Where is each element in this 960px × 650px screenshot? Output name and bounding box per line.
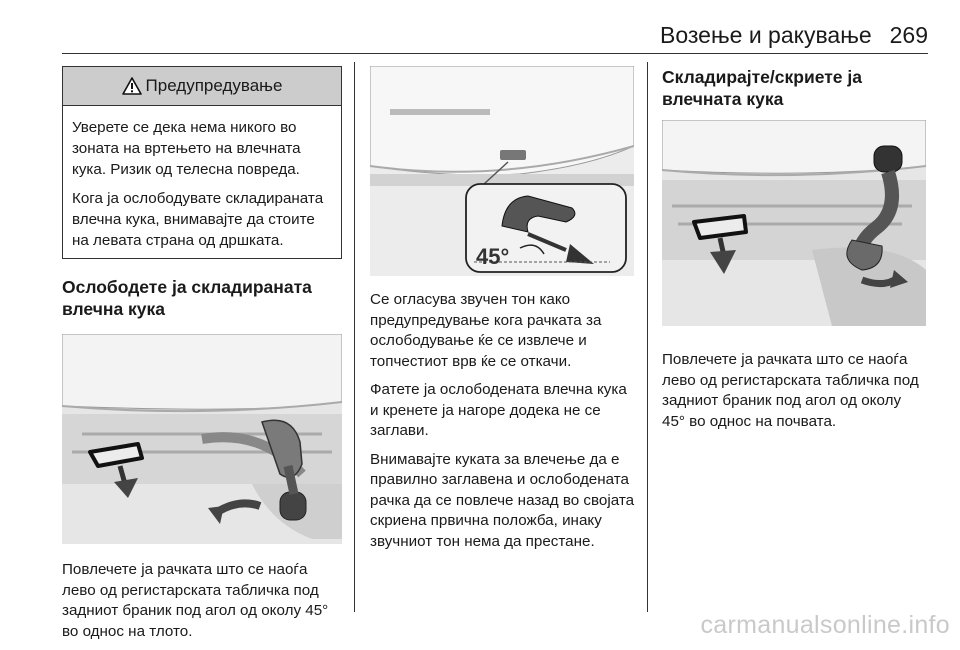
column-1 (62, 66, 342, 650)
towbar-release-illustration (62, 334, 342, 544)
warning-box (62, 66, 342, 259)
section-heading-release: Ослободете ја складираната влечна кука (62, 277, 312, 319)
caption-store: Повлечете ја рачката што се наоѓа лево од регистарската табличка под задниот браник под агол од околу 45° во однос на почвата. (662, 351, 919, 430)
release-handle-45-illustration (370, 66, 634, 276)
section-heading-store: Складирајте/скриете ја влечната кука (662, 67, 862, 109)
column-2 (370, 66, 638, 560)
column-3 (662, 66, 928, 440)
column-divider-2 (647, 62, 648, 612)
body-paragraph: Фатете ја ослободената влечна кука и кренете ја нагоре додека не се заглави. (370, 381, 627, 439)
body-paragraph: Се огласува звучен тон како предупредување кога рачката за ослободување ќе се извлече и топчестиот врв ќе се откачи. (370, 291, 602, 370)
warning-title: Предупредување (145, 76, 283, 95)
running-header-title: Возење и ракување (660, 22, 872, 48)
warning-paragraph: Кога ја ослободувате складираната влечна кука, внимавајте да стоите на левата страна од дршката. (72, 190, 324, 249)
caption-release: Повлечете ја рачката што се наоѓа лево од регистарската табличка под задниот браник под агол од околу 45° во однос на тлото. (62, 561, 329, 640)
watermark: carmanualsonline.info (700, 610, 950, 639)
page-number: 269 (889, 22, 928, 48)
warning-body (63, 106, 341, 258)
body-paragraph: Внимавајте куката за влечење да е правилно заглавена и ослободената рачка да се повлече назад во својата скриена првична положба, инаку звучниот тон нема да престане. (370, 450, 635, 550)
column-2-body (370, 290, 638, 552)
towbar-store-illustration (662, 120, 926, 326)
warning-paragraph: Уверете се дека нема никого во зоната на вртењето на влечната кука. Ризик од телесна повреда. (72, 119, 301, 178)
warning-header (63, 67, 341, 106)
column-divider-1 (354, 62, 355, 612)
angle-label: 45° (476, 244, 510, 269)
warning-triangle-icon (122, 77, 142, 95)
header-rule (62, 53, 928, 54)
